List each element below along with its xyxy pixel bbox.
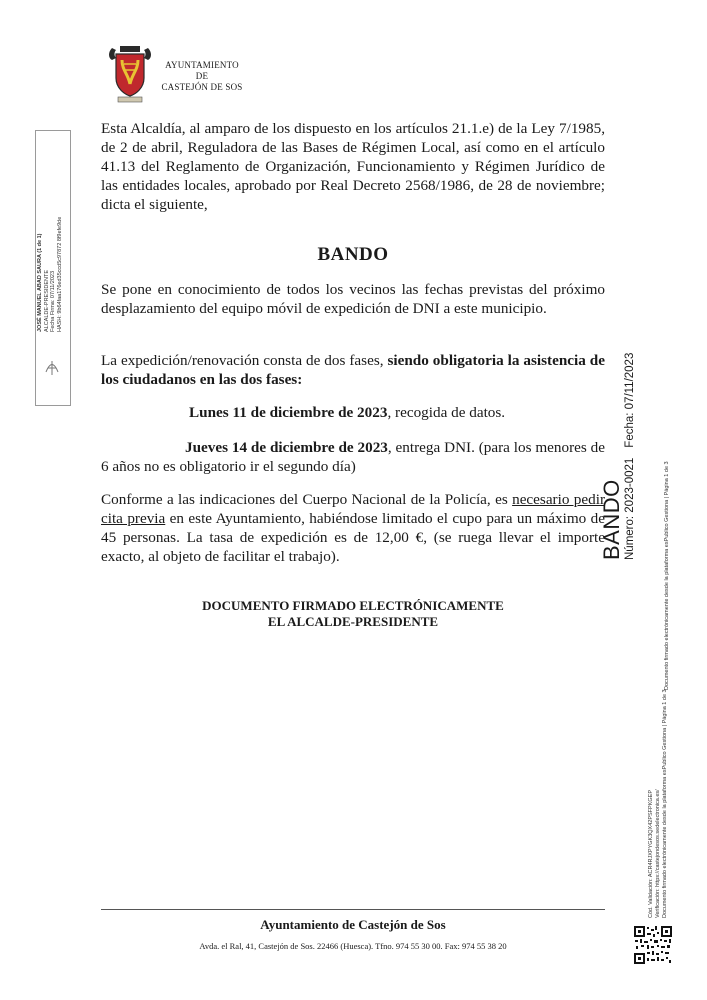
organization-name: [158, 60, 246, 93]
signer-name: JOSÉ MANUEL ABAD SAURA (1 de 1): [37, 233, 43, 332]
date-1-rest: , recogida de datos.: [387, 404, 506, 421]
stamp-title: BANDO: [599, 479, 624, 560]
stamp-date: Fecha: 07/11/2023: [624, 352, 636, 448]
date-line-1: [189, 403, 505, 422]
date-2-rest: , entrega DNI. (para los menores de 6 años no es obligatorio ir el segundo día): [101, 439, 605, 475]
appointment-paragraph: [101, 490, 605, 566]
footer-address: Avda. el Ral, 41, Castejón de Sos. 22466 (Huesca). Tfno. 974 55 30 00. Fax: 974 55 38 20: [199, 941, 507, 951]
side-stamp: [600, 353, 637, 560]
appointment-underlined: necesario pedir cita previa: [101, 491, 606, 527]
qr-code-icon[interactable]: [633, 925, 673, 965]
verification-url[interactable]: Verificación: https://castejondesos.sedelectronica.es/: [655, 789, 661, 918]
document-title: BANDO: [317, 244, 389, 265]
phases-paragraph: [101, 351, 605, 389]
signature-seal-icon: [42, 358, 62, 378]
notice-paragraph: Se pone en conocimiento de todos los vecinos las fechas previstas del próximo desplazamiento del equipo móvil de expedición de DNI a este municipio.: [101, 281, 605, 317]
appointment-text-after: en este Ayuntamiento, habiéndose limitado el cupo para un máximo de 45 personas. La tasa de expedición es de 12,00 €, (se ruega llevar el importe exacto, al objeto de facilitar el trabajo).: [101, 510, 605, 565]
org-name-line-3: CASTEJÓN DE SOS: [161, 82, 243, 92]
signature-hash: HASH: 9b64faa176ed35ccd5c97872 8f9efe9de: [56, 216, 63, 332]
org-name-line-1: AYUNTAMIENTO: [165, 60, 239, 70]
phases-bold-text: siendo obligatoria la asistencia de los ciudadanos en las dos fases:: [101, 352, 605, 388]
stamp-meta: [624, 353, 637, 560]
signed-line-1: DOCUMENTO FIRMADO ELECTRÓNICAMENTE: [202, 598, 504, 613]
date-1-bold: Lunes 11 de diciembre de 2023: [189, 404, 388, 421]
side-page-note: Documento firmado electrónicamente desde la plataforma esPublico Gestiona | Página 1 de 3: [664, 461, 670, 690]
signer-role: ALCALDE-PRESIDENTE: [43, 269, 50, 332]
date-2-bold: Jueves 14 de diciembre de 2023: [185, 439, 388, 456]
intro-paragraph: Esta Alcaldía, al amparo de los dispuesto en los artículos 21.1.e) de la Ley 7/1985, de 2 de abril, Reguladora de las Bases de Régimen Local, así como en el artículo 41.13 del Reglamento de Organización, Funcionamiento y Régimen Jurídico de las entidades locales, aprobado por Real Decreto 2568/1986, de 28 de noviembre; dicta el siguiente,: [101, 120, 605, 213]
footer-organization: Ayuntamiento de Castejón de Sos: [260, 917, 446, 932]
coat-of-arms-icon: [106, 44, 154, 104]
verification-code: Cód. Validación: ACR4RJXPYGK3QX42PSFPKGEP: [648, 790, 654, 918]
stamp-number: Número: 2023-0021: [624, 457, 636, 560]
signed-block: [101, 598, 605, 630]
org-name-line-2: DE: [195, 71, 209, 81]
date-line-2: [101, 438, 605, 476]
signature-date: Fecha Firma: 07/11/2023: [50, 270, 56, 332]
appointment-text-before: Conforme a las indicaciones del Cuerpo Nacional de la Policía, es: [101, 491, 513, 508]
side-verification: [648, 689, 669, 918]
signed-line-2: EL ALCALDE-PRESIDENTE: [267, 614, 439, 629]
footer-divider: [101, 909, 605, 910]
verification-note: Documento firmado electrónicamente desde la plataforma esPublico Gestiona | Página 1 de 3: [662, 689, 668, 918]
phases-text: La expedición/renovación consta de dos fases,: [101, 352, 388, 369]
signature-text: [37, 217, 63, 332]
